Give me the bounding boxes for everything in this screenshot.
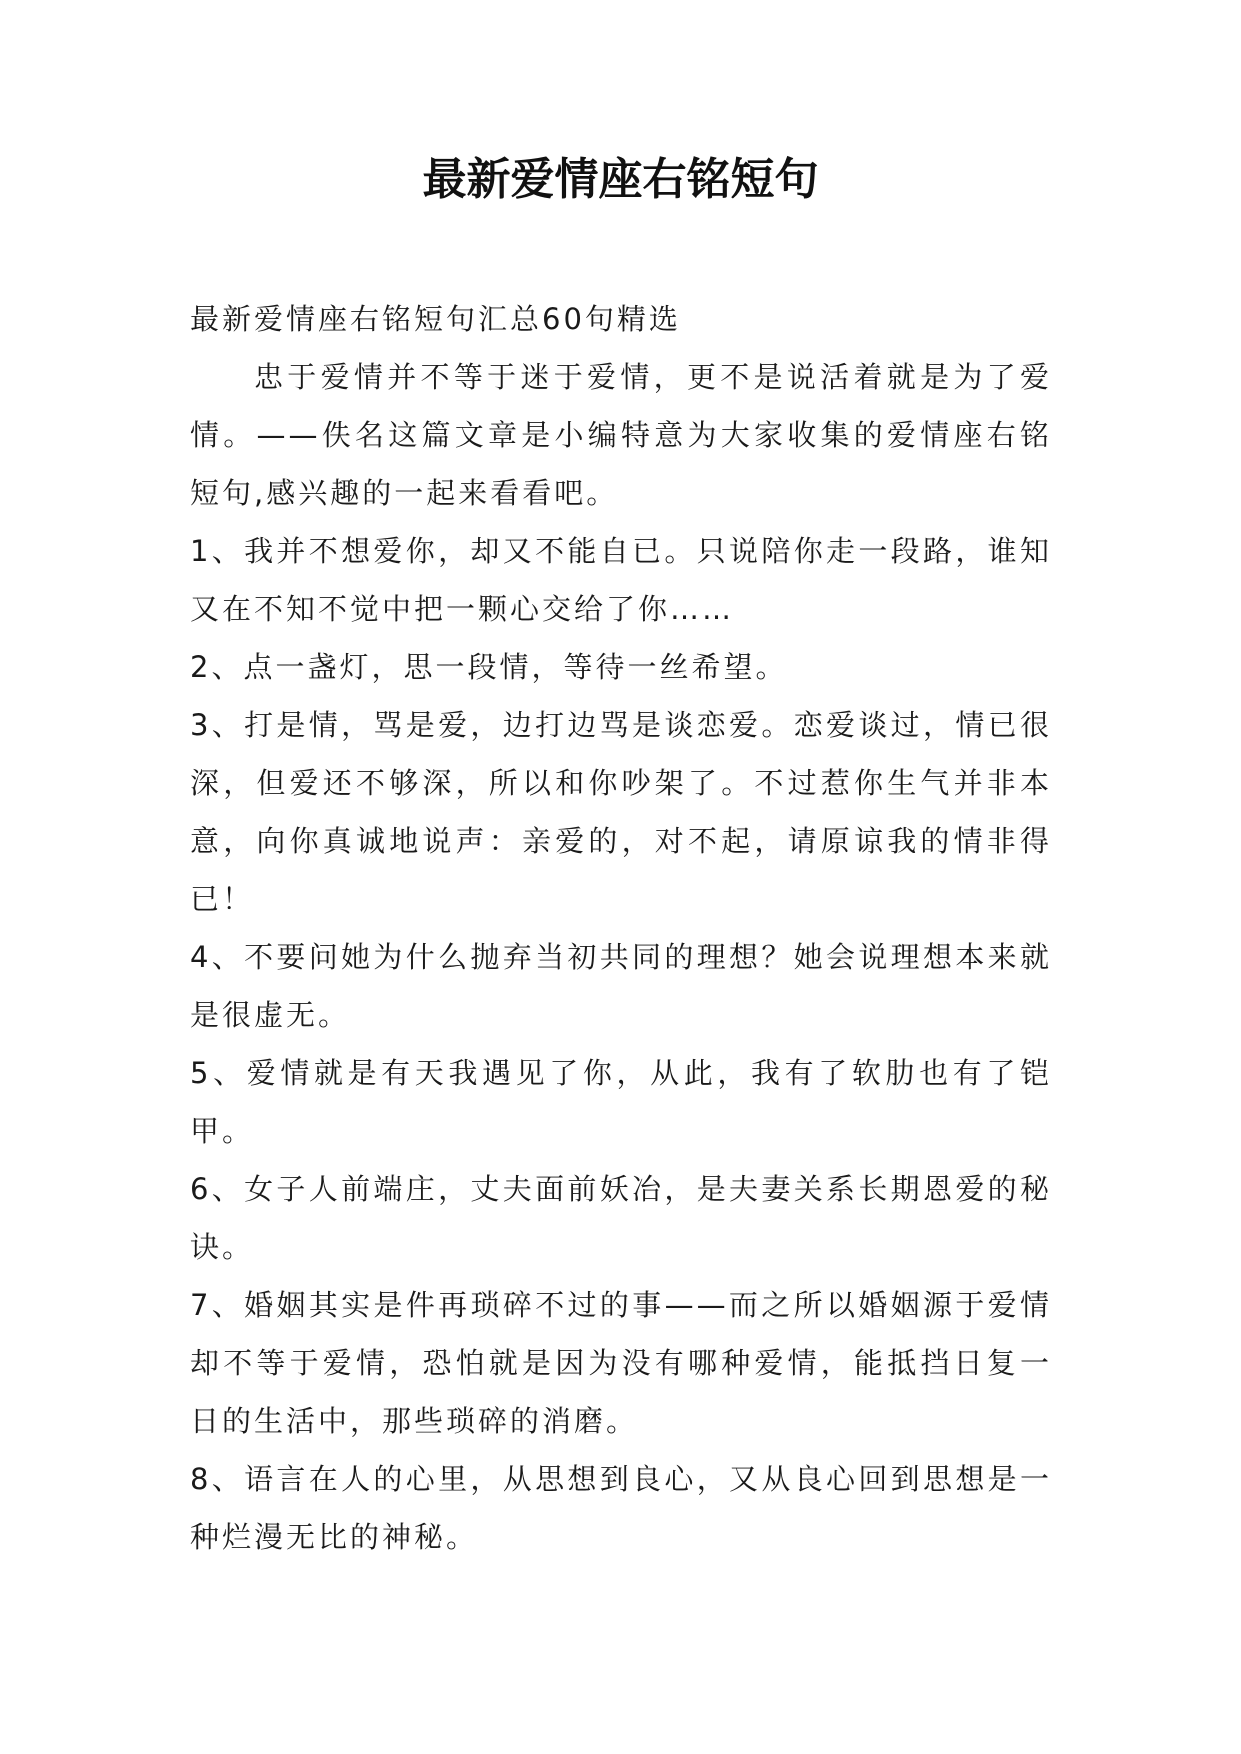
list-item: 5、爱情就是有天我遇见了你，从此，我有了软肋也有了铠甲。 <box>190 1056 1052 1148</box>
list-item: 2、点一盏灯，思一段情，等待一丝希望。 <box>190 650 788 684</box>
list-item: 8、语言在人的心里，从思想到良心，又从良心回到思想是一种烂漫无比的神秘。 <box>190 1462 1052 1554</box>
list-item: 6、女子人前端庄，丈夫面前妖冶，是夫妻关系长期恩爱的秘诀。 <box>190 1172 1052 1264</box>
list-item: 1、我并不想爱你，却又不能自已。只说陪你走一段路，谁知又在不知不觉中把一颗心交给了你…… <box>190 534 1052 626</box>
list-item: 3、打是情，骂是爱，边打边骂是谈恋爱。恋爱谈过，情已很深，但爱还不够深，所以和你吵架了。不过惹你生气并非本意，向你真诚地说声：亲爱的，对不起，请原谅我的情非得已！ <box>190 708 1052 916</box>
document-subtitle: 最新爱情座右铭短句汇总60句精选 <box>190 302 681 336</box>
document-body <box>190 290 1052 1566</box>
list-item: 4、不要问她为什么抛弃当初共同的理想？她会说理想本来就是很虚无。 <box>190 940 1052 1032</box>
intro-paragraph: 忠于爱情并不等于迷于爱情，更不是说活着就是为了爱情。——佚名这篇文章是小编特意为大家收集的爱情座右铭短句,感兴趣的一起来看看吧。 <box>190 360 1052 510</box>
document-title: 最新爱情座右铭短句 <box>422 154 819 205</box>
list-item: 7、婚姻其实是件再琐碎不过的事——而之所以婚姻源于爱情却不等于爱情，恐怕就是因为没有哪种爱情，能抵挡日复一日的生活中，那些琐碎的消磨。 <box>190 1288 1052 1438</box>
